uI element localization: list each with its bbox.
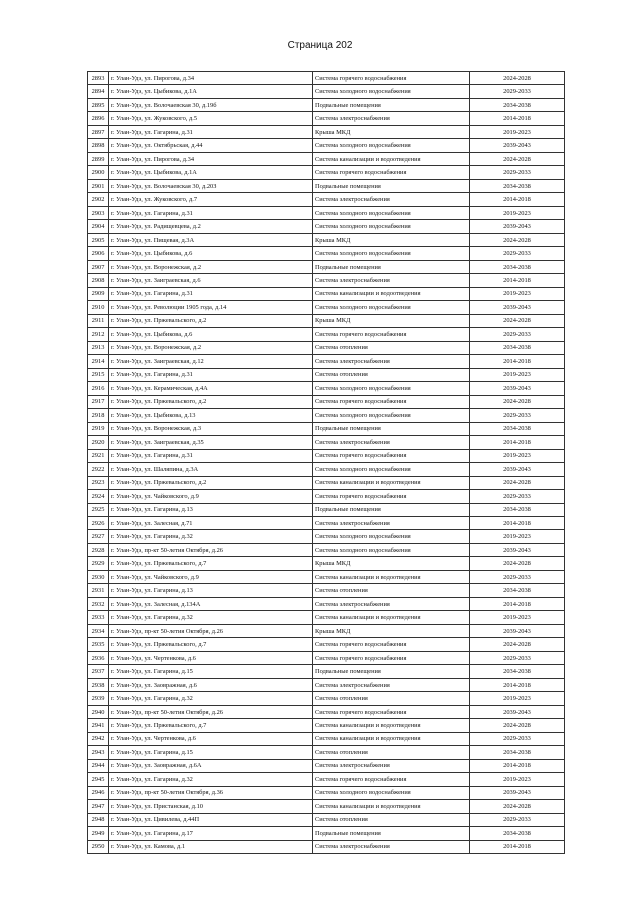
row-period: 2024-2028	[470, 314, 565, 327]
row-period: 2014-2018	[470, 840, 565, 853]
row-number: 2947	[88, 800, 109, 813]
table-row	[88, 786, 565, 799]
row-period: 2034-2038	[470, 503, 565, 516]
row-address: г. Улан-Удэ, ул. Радищевцева, д.2	[109, 220, 313, 233]
table-row	[88, 827, 565, 840]
table-row	[88, 503, 565, 516]
row-number: 2906	[88, 247, 109, 260]
table-row	[88, 152, 565, 165]
table-row	[88, 139, 565, 152]
row-period: 2024-2028	[470, 233, 565, 246]
row-system: Система канализации и водоотведения	[313, 476, 470, 489]
row-period: 2039-2043	[470, 786, 565, 799]
row-number: 2911	[88, 314, 109, 327]
row-address: г. Улан-Удэ, пр-кт 50-летия Октября, д.26	[109, 543, 313, 556]
row-address: г. Улан-Удэ, ул. Пржевальского, д.2	[109, 476, 313, 489]
table-row	[88, 368, 565, 381]
row-period: 2039-2043	[470, 139, 565, 152]
row-system: Система холодного водоснабжения	[313, 301, 470, 314]
row-address: г. Улан-Удэ, ул. Гагарина, д.13	[109, 584, 313, 597]
row-system: Подвальные помещения	[313, 503, 470, 516]
row-period: 2014-2018	[470, 436, 565, 449]
row-period: 2029-2033	[470, 490, 565, 503]
row-system: Система горячего водоснабжения	[313, 72, 470, 85]
row-number: 2898	[88, 139, 109, 152]
table-row	[88, 274, 565, 287]
row-address: г. Улан-Удэ, ул. Гагарина, д.32	[109, 692, 313, 705]
table-row	[88, 705, 565, 718]
row-number: 2949	[88, 827, 109, 840]
row-system: Система электроснабжения	[313, 436, 470, 449]
row-period: 2024-2028	[470, 719, 565, 732]
table-row	[88, 840, 565, 853]
table-row	[88, 193, 565, 206]
row-system: Система канализации и водоотведения	[313, 719, 470, 732]
row-number: 2901	[88, 179, 109, 192]
row-address: г. Улан-Удэ, ул. Гагарина, д.32	[109, 530, 313, 543]
row-number: 2894	[88, 85, 109, 98]
table-row	[88, 112, 565, 125]
row-period: 2039-2043	[470, 301, 565, 314]
row-system: Крыша МКД	[313, 233, 470, 246]
row-address: г. Улан-Удэ, ул. Цивилева, д.44П	[109, 813, 313, 826]
table-row	[88, 516, 565, 529]
row-address: г. Улан-Удэ, ул. Гагарина, д.31	[109, 206, 313, 219]
row-address: г. Улан-Удэ, ул. Камова, д.1	[109, 840, 313, 853]
row-system: Система электроснабжения	[313, 678, 470, 691]
row-system: Система холодного водоснабжения	[313, 409, 470, 422]
row-number: 2929	[88, 557, 109, 570]
row-period: 2029-2033	[470, 328, 565, 341]
row-period: 2019-2023	[470, 125, 565, 138]
row-number: 2937	[88, 665, 109, 678]
row-system: Система отопления	[313, 692, 470, 705]
row-system: Крыша МКД	[313, 624, 470, 637]
table-row	[88, 759, 565, 772]
table-row	[88, 773, 565, 786]
row-number: 2903	[88, 206, 109, 219]
table-row	[88, 800, 565, 813]
table-row	[88, 692, 565, 705]
row-period: 2029-2033	[470, 570, 565, 583]
row-address: г. Улан-Удэ, ул. Керамическая, д.4А	[109, 382, 313, 395]
row-number: 2914	[88, 355, 109, 368]
row-system: Система электроснабжения	[313, 597, 470, 610]
row-address: г. Улан-Удэ, ул. Пристанская, д.10	[109, 800, 313, 813]
row-system: Система канализации и водоотведения	[313, 570, 470, 583]
row-period: 2029-2033	[470, 813, 565, 826]
row-number: 2930	[88, 570, 109, 583]
row-number: 2939	[88, 692, 109, 705]
row-system: Подвальные помещения	[313, 260, 470, 273]
row-number: 2924	[88, 490, 109, 503]
row-system: Система холодного водоснабжения	[313, 786, 470, 799]
row-system: Система холодного водоснабжения	[313, 85, 470, 98]
row-number: 2928	[88, 543, 109, 556]
row-number: 2936	[88, 651, 109, 664]
table-row	[88, 72, 565, 85]
table-row	[88, 570, 565, 583]
repair-schedule-table	[87, 71, 565, 854]
row-period: 2024-2028	[470, 557, 565, 570]
row-period: 2019-2023	[470, 773, 565, 786]
row-address: г. Улан-Удэ, ул. Пирогова, д.34	[109, 72, 313, 85]
row-address: г. Улан-Удэ, ул. Заовражная, д.6	[109, 678, 313, 691]
row-system: Система холодного водоснабжения	[313, 543, 470, 556]
table-row	[88, 85, 565, 98]
row-number: 2944	[88, 759, 109, 772]
row-number: 2912	[88, 328, 109, 341]
row-system: Система электроснабжения	[313, 840, 470, 853]
row-number: 2908	[88, 274, 109, 287]
table-row	[88, 287, 565, 300]
row-period: 2034-2038	[470, 665, 565, 678]
row-address: г. Улан-Удэ, ул. Чертенкова, д.6	[109, 651, 313, 664]
row-address: г. Улан-Удэ, ул. Пирогова, д.34	[109, 152, 313, 165]
row-address: г. Улан-Удэ, ул. Пржевальского, д.2	[109, 314, 313, 327]
row-address: г. Улан-Удэ, ул. Воронежская, д.2	[109, 260, 313, 273]
table-row	[88, 98, 565, 111]
row-system: Система холодного водоснабжения	[313, 206, 470, 219]
row-address: г. Улан-Удэ, пр-кт 50-летия Октября, д.26	[109, 624, 313, 637]
row-number: 2941	[88, 719, 109, 732]
row-number: 2913	[88, 341, 109, 354]
table-row	[88, 233, 565, 246]
row-system: Система отопления	[313, 341, 470, 354]
row-system: Система горячего водоснабжения	[313, 490, 470, 503]
row-address: г. Улан-Удэ, ул. Гагарина, д.17	[109, 827, 313, 840]
row-number: 2935	[88, 638, 109, 651]
table-row	[88, 746, 565, 759]
row-address: г. Улан-Удэ, ул. Заовражная, д.6А	[109, 759, 313, 772]
row-period: 2029-2033	[470, 85, 565, 98]
row-period: 2019-2023	[470, 449, 565, 462]
row-system: Подвальные помещения	[313, 665, 470, 678]
table-row	[88, 422, 565, 435]
row-period: 2029-2033	[470, 732, 565, 745]
row-address: г. Улан-Удэ, ул. Чайковского, д.9	[109, 490, 313, 503]
row-system: Система холодного водоснабжения	[313, 382, 470, 395]
table-row	[88, 490, 565, 503]
row-address: г. Улан-Удэ, ул. Пржевальского, д.7	[109, 557, 313, 570]
table-row	[88, 611, 565, 624]
row-address: г. Улан-Удэ, ул. Гагарина, д.15	[109, 665, 313, 678]
row-number: 2922	[88, 463, 109, 476]
table-row	[88, 476, 565, 489]
row-system: Система электроснабжения	[313, 759, 470, 772]
row-system: Подвальные помещения	[313, 827, 470, 840]
row-number: 2896	[88, 112, 109, 125]
row-period: 2039-2043	[470, 220, 565, 233]
table-row	[88, 624, 565, 637]
row-system: Система горячего водоснабжения	[313, 395, 470, 408]
page-title: Страница 202	[287, 40, 353, 51]
table-row	[88, 638, 565, 651]
row-period: 2034-2038	[470, 179, 565, 192]
row-address: г. Улан-Удэ, ул. Пржевальского, д.7	[109, 719, 313, 732]
row-number: 2919	[88, 422, 109, 435]
table-row	[88, 449, 565, 462]
row-period: 2039-2043	[470, 382, 565, 395]
row-address: г. Улан-Удэ, ул. Революции 1905 года, д.14	[109, 301, 313, 314]
row-address: г. Улан-Удэ, ул. Цыбикова, д.6	[109, 328, 313, 341]
row-system: Подвальные помещения	[313, 179, 470, 192]
table-row	[88, 220, 565, 233]
row-number: 2946	[88, 786, 109, 799]
table-row	[88, 813, 565, 826]
row-period: 2019-2023	[470, 206, 565, 219]
row-system: Система горячего водоснабжения	[313, 638, 470, 651]
table-row	[88, 678, 565, 691]
row-number: 2920	[88, 436, 109, 449]
row-address: г. Улан-Удэ, ул. Волочаевская 30, д.20З	[109, 179, 313, 192]
row-system: Система отопления	[313, 746, 470, 759]
row-address: г. Улан-Удэ, ул. Заиграевская, д.12	[109, 355, 313, 368]
row-period: 2019-2023	[470, 530, 565, 543]
row-system: Система электроснабжения	[313, 355, 470, 368]
row-period: 2014-2018	[470, 274, 565, 287]
row-address: г. Улан-Удэ, ул. Гагарина, д.32	[109, 773, 313, 786]
row-system: Система канализации и водоотведения	[313, 287, 470, 300]
row-address: г. Улан-Удэ, ул. Гагарина, д.31	[109, 368, 313, 381]
row-period: 2039-2043	[470, 705, 565, 718]
row-address: г. Улан-Удэ, ул. Гагарина, д.31	[109, 125, 313, 138]
row-period: 2034-2038	[470, 260, 565, 273]
row-address: г. Улан-Удэ, ул. Жуковского, д.5	[109, 112, 313, 125]
row-system: Система холодного водоснабжения	[313, 530, 470, 543]
row-system: Система электроснабжения	[313, 112, 470, 125]
row-system: Система электроснабжения	[313, 516, 470, 529]
row-number: 2931	[88, 584, 109, 597]
row-period: 2039-2043	[470, 543, 565, 556]
row-period: 2019-2023	[470, 611, 565, 624]
row-period: 2039-2043	[470, 624, 565, 637]
row-number: 2934	[88, 624, 109, 637]
row-system: Система холодного водоснабжения	[313, 220, 470, 233]
row-number: 2909	[88, 287, 109, 300]
row-period: 2024-2028	[470, 476, 565, 489]
row-period: 2024-2028	[470, 800, 565, 813]
row-period: 2029-2033	[470, 409, 565, 422]
row-number: 2925	[88, 503, 109, 516]
row-system: Система электроснабжения	[313, 274, 470, 287]
row-address: г. Улан-Удэ, пр-кт 50-летия Октября, д.26	[109, 705, 313, 718]
row-period: 2014-2018	[470, 516, 565, 529]
row-number: 2950	[88, 840, 109, 853]
row-number: 2910	[88, 301, 109, 314]
row-number: 2923	[88, 476, 109, 489]
row-period: 2029-2033	[470, 166, 565, 179]
row-number: 2915	[88, 368, 109, 381]
table-row	[88, 314, 565, 327]
row-period: 2024-2028	[470, 395, 565, 408]
row-system: Система холодного водоснабжения	[313, 463, 470, 476]
row-period: 2019-2023	[470, 692, 565, 705]
row-period: 2034-2038	[470, 746, 565, 759]
row-period: 2024-2028	[470, 72, 565, 85]
table-row	[88, 436, 565, 449]
row-system: Крыша МКД	[313, 557, 470, 570]
row-number: 2943	[88, 746, 109, 759]
table-row	[88, 719, 565, 732]
row-period: 2029-2033	[470, 247, 565, 260]
row-address: г. Улан-Удэ, ул. Гагарина, д.31	[109, 287, 313, 300]
row-number: 2938	[88, 678, 109, 691]
row-number: 2932	[88, 597, 109, 610]
row-period: 2024-2028	[470, 638, 565, 651]
row-system: Система канализации и водоотведения	[313, 732, 470, 745]
row-number: 2948	[88, 813, 109, 826]
table-row	[88, 409, 565, 422]
table-row	[88, 341, 565, 354]
row-address: г. Улан-Удэ, ул. Цыбикова, д.1А	[109, 166, 313, 179]
row-address: г. Улан-Удэ, ул. Воронежская, д.3	[109, 422, 313, 435]
row-system: Система отопления	[313, 368, 470, 381]
row-address: г. Улан-Удэ, ул. Пищевая, д.3А	[109, 233, 313, 246]
table-row	[88, 382, 565, 395]
row-address: г. Улан-Удэ, ул. Шаляпина, д.3А	[109, 463, 313, 476]
row-address: г. Улан-Удэ, ул. Пржевальского, д.7	[109, 638, 313, 651]
row-number: 2933	[88, 611, 109, 624]
row-system: Система электроснабжения	[313, 193, 470, 206]
row-system: Система отопления	[313, 584, 470, 597]
row-period: 2019-2023	[470, 287, 565, 300]
row-number: 2900	[88, 166, 109, 179]
row-number: 2927	[88, 530, 109, 543]
row-period: 2014-2018	[470, 678, 565, 691]
row-address: г. Улан-Удэ, ул. Пржевальского, д.2	[109, 395, 313, 408]
row-number: 2902	[88, 193, 109, 206]
row-period: 2034-2038	[470, 827, 565, 840]
row-system: Система отопления	[313, 813, 470, 826]
row-period: 2034-2038	[470, 422, 565, 435]
row-period: 2034-2038	[470, 98, 565, 111]
table-row	[88, 732, 565, 745]
row-system: Система канализации и водоотведения	[313, 800, 470, 813]
row-system: Система канализации и водоотведения	[313, 152, 470, 165]
row-address: г. Улан-Удэ, ул. Залесная, д.134А	[109, 597, 313, 610]
row-number: 2945	[88, 773, 109, 786]
row-address: г. Улан-Удэ, ул. Заиграевская, д.6	[109, 274, 313, 287]
row-system: Подвальные помещения	[313, 98, 470, 111]
row-address: г. Улан-Удэ, ул. Залесная, д.71	[109, 516, 313, 529]
row-address: г. Улан-Удэ, пр-кт 50-летия Октября, д.36	[109, 786, 313, 799]
table-body	[88, 72, 565, 854]
row-number: 2926	[88, 516, 109, 529]
row-number: 2921	[88, 449, 109, 462]
row-system: Крыша МКД	[313, 125, 470, 138]
row-period: 2024-2028	[470, 152, 565, 165]
table-row	[88, 179, 565, 192]
row-system: Подвальные помещения	[313, 422, 470, 435]
row-period: 2029-2033	[470, 651, 565, 664]
row-address: г. Улан-Удэ, ул. Гагарина, д.13	[109, 503, 313, 516]
row-number: 2917	[88, 395, 109, 408]
row-number: 2940	[88, 705, 109, 718]
row-address: г. Улан-Удэ, ул. Цыбикова, д.6	[109, 247, 313, 260]
row-address: г. Улан-Удэ, ул. Цыбикова, д.1А	[109, 85, 313, 98]
table-row	[88, 301, 565, 314]
row-system: Система горячего водоснабжения	[313, 705, 470, 718]
row-number: 2904	[88, 220, 109, 233]
row-period: 2014-2018	[470, 759, 565, 772]
row-system: Система горячего водоснабжения	[313, 651, 470, 664]
row-address: г. Улан-Удэ, ул. Заиграевская, д.35	[109, 436, 313, 449]
table-row	[88, 651, 565, 664]
row-number: 2916	[88, 382, 109, 395]
table-row	[88, 584, 565, 597]
table-row	[88, 328, 565, 341]
table-row	[88, 557, 565, 570]
table-row	[88, 206, 565, 219]
table-row	[88, 166, 565, 179]
table-row	[88, 247, 565, 260]
row-period: 2034-2038	[470, 584, 565, 597]
row-address: г. Улан-Удэ, ул. Чайковского, д.9	[109, 570, 313, 583]
table-row	[88, 530, 565, 543]
row-address: г. Улан-Удэ, ул. Гагарина, д.32	[109, 611, 313, 624]
row-number: 2895	[88, 98, 109, 111]
row-system: Система горячего водоснабжения	[313, 449, 470, 462]
row-address: г. Улан-Удэ, ул. Гагарина, д.15	[109, 746, 313, 759]
row-number: 2897	[88, 125, 109, 138]
row-address: г. Улан-Удэ, ул. Октябрьская, д.44	[109, 139, 313, 152]
row-period: 2019-2023	[470, 368, 565, 381]
row-address: г. Улан-Удэ, ул. Волочаевская 30, д.19б	[109, 98, 313, 111]
table-row	[88, 355, 565, 368]
row-period: 2034-2038	[470, 341, 565, 354]
table-row	[88, 597, 565, 610]
table-row	[88, 463, 565, 476]
row-system: Система канализации и водоотведения	[313, 611, 470, 624]
row-period: 2039-2043	[470, 463, 565, 476]
row-system: Система холодного водоснабжения	[313, 139, 470, 152]
row-number: 2899	[88, 152, 109, 165]
row-system: Система холодного водоснабжения	[313, 247, 470, 260]
row-address: г. Улан-Удэ, ул. Гагарина, д.31	[109, 449, 313, 462]
table-row	[88, 395, 565, 408]
row-number: 2918	[88, 409, 109, 422]
row-system: Крыша МКД	[313, 314, 470, 327]
row-number: 2893	[88, 72, 109, 85]
row-address: г. Улан-Удэ, ул. Чертенкова, д.6	[109, 732, 313, 745]
table-row	[88, 665, 565, 678]
table-row	[88, 543, 565, 556]
row-number: 2942	[88, 732, 109, 745]
row-system: Система горячего водоснабжения	[313, 328, 470, 341]
row-system: Система горячего водоснабжения	[313, 166, 470, 179]
table-row	[88, 125, 565, 138]
row-period: 2014-2018	[470, 597, 565, 610]
row-address: г. Улан-Удэ, ул. Воронежская, д.2	[109, 341, 313, 354]
row-number: 2907	[88, 260, 109, 273]
row-address: г. Улан-Удэ, ул. Цыбикова, д.13	[109, 409, 313, 422]
table-row	[88, 260, 565, 273]
row-period: 2014-2018	[470, 112, 565, 125]
row-period: 2014-2018	[470, 193, 565, 206]
row-system: Система горячего водоснабжения	[313, 773, 470, 786]
row-number: 2905	[88, 233, 109, 246]
row-address: г. Улан-Удэ, ул. Жуковского, д.7	[109, 193, 313, 206]
row-period: 2014-2018	[470, 355, 565, 368]
